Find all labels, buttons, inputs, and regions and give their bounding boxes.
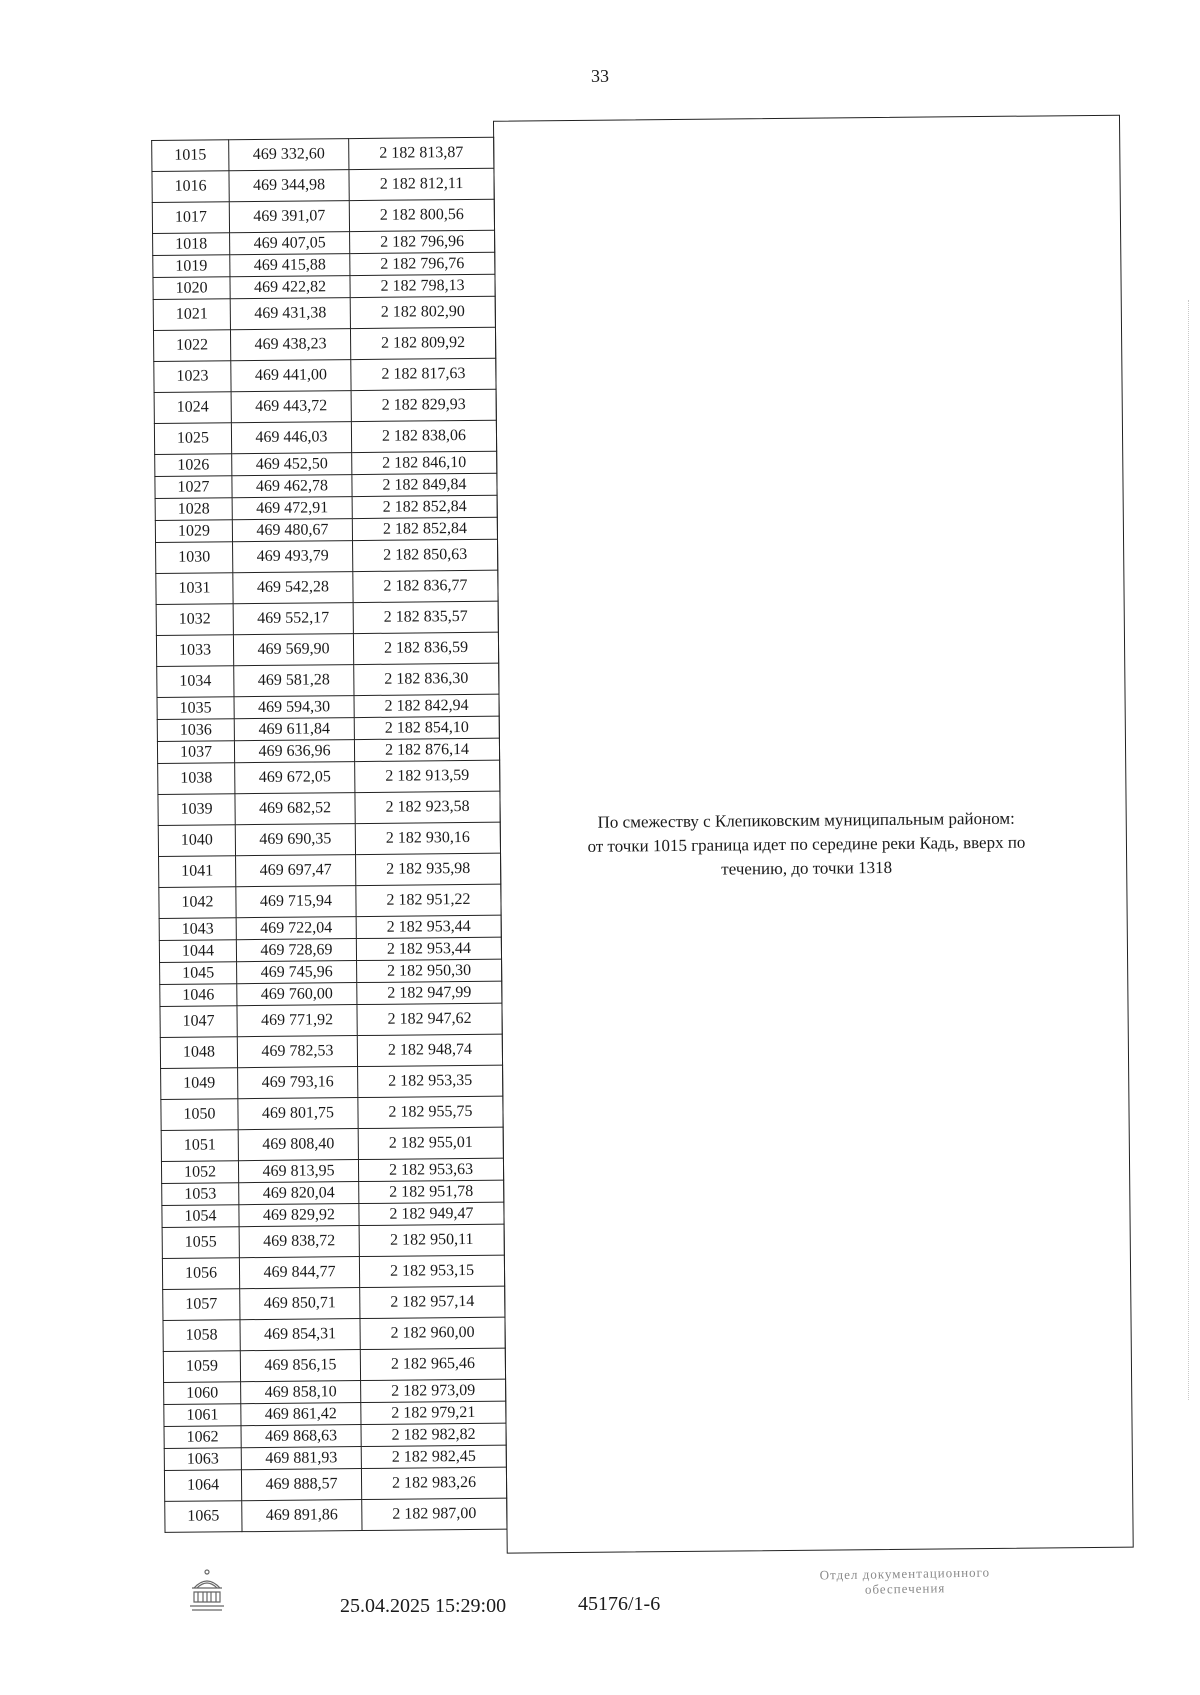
- y-coordinate-cell: 2 182 947,99: [357, 981, 502, 1004]
- point-number-cell: 1046: [160, 984, 237, 1007]
- x-coordinate-cell: 469 820,04: [239, 1182, 359, 1205]
- table-row: [155, 451, 497, 476]
- x-coordinate-cell: 469 407,05: [230, 232, 350, 255]
- y-coordinate-cell: 2 182 953,44: [356, 937, 501, 960]
- x-coordinate-cell: 469 891,86: [242, 1500, 362, 1532]
- table-row: [154, 420, 496, 454]
- table-row: [164, 1379, 506, 1404]
- emblem-icon: [186, 1568, 228, 1614]
- table-row: [157, 716, 499, 741]
- point-number-cell: 1028: [155, 498, 232, 521]
- point-number-cell: 1056: [162, 1258, 239, 1290]
- y-coordinate-cell: 2 182 798,13: [350, 274, 495, 297]
- table-row: [164, 1423, 506, 1448]
- x-coordinate-cell: 469 443,72: [231, 391, 351, 423]
- stamp-line-1: Отдел документационного: [819, 1564, 991, 1583]
- point-number-cell: 1049: [161, 1068, 238, 1100]
- y-coordinate-cell: 2 182 973,09: [361, 1379, 506, 1402]
- x-coordinate-cell: 469 431,38: [230, 298, 350, 330]
- y-coordinate-cell: 2 182 852,84: [352, 517, 497, 540]
- scan-edge-artifact: [1188, 300, 1191, 1400]
- point-number-cell: 1065: [165, 1501, 242, 1533]
- y-coordinate-cell: 2 182 987,00: [362, 1498, 507, 1530]
- x-coordinate-cell: 469 838,72: [239, 1226, 359, 1258]
- point-number-cell: 1020: [153, 277, 230, 300]
- y-coordinate-cell: 2 182 955,75: [358, 1096, 503, 1128]
- point-number-cell: 1042: [159, 887, 236, 919]
- point-number-cell: 1052: [161, 1161, 238, 1184]
- y-coordinate-cell: 2 182 947,62: [357, 1003, 502, 1035]
- table-row: [157, 663, 499, 697]
- x-coordinate-cell: 469 438,23: [230, 329, 350, 361]
- table-row: [153, 230, 495, 255]
- table-row: [156, 601, 498, 635]
- y-coordinate-cell: 2 182 957,14: [360, 1286, 505, 1318]
- y-coordinate-cell: 2 182 849,84: [352, 473, 497, 496]
- x-coordinate-cell: 469 829,92: [239, 1204, 359, 1227]
- x-coordinate-cell: 469 722,04: [236, 917, 356, 940]
- table-row: [152, 168, 494, 202]
- y-coordinate-cell: 2 182 813,87: [349, 137, 494, 169]
- x-coordinate-cell: 469 888,57: [241, 1469, 361, 1501]
- page-number: 33: [591, 66, 609, 86]
- table-row: [164, 1467, 506, 1501]
- point-number-cell: 1057: [163, 1289, 240, 1321]
- y-coordinate-cell: 2 182 953,44: [356, 915, 501, 938]
- point-number-cell: 1062: [164, 1426, 241, 1449]
- stamp-line-2: обеспечения: [864, 1580, 946, 1597]
- table-row: [159, 853, 501, 887]
- x-coordinate-cell: 469 782,53: [237, 1036, 357, 1068]
- x-coordinate-cell: 469 462,78: [232, 475, 352, 498]
- table-row: [158, 791, 500, 825]
- point-number-cell: 1027: [155, 476, 232, 499]
- point-number-cell: 1030: [156, 542, 233, 574]
- description-line-2: от точки 1015 граница идет по середине реки Кадь, вверх по: [587, 832, 1026, 856]
- y-coordinate-cell: 2 182 948,74: [357, 1034, 502, 1066]
- description-line-1: По смежеству с Клепиковским муниципальным районом:: [597, 808, 1015, 832]
- x-coordinate-cell: 469 850,71: [240, 1288, 360, 1320]
- boundary-description-cell: [493, 115, 1134, 1554]
- point-number-cell: 1038: [158, 763, 235, 795]
- point-number-cell: 1058: [163, 1320, 240, 1352]
- point-number-cell: 1048: [160, 1037, 237, 1069]
- point-number-cell: 1021: [153, 299, 230, 331]
- y-coordinate-cell: 2 182 949,47: [359, 1202, 504, 1225]
- boundary-frame: [151, 115, 1134, 1557]
- point-number-cell: 1045: [160, 962, 237, 985]
- x-coordinate-cell: 469 861,42: [241, 1403, 361, 1426]
- x-coordinate-cell: 469 594,30: [234, 696, 354, 719]
- point-number-cell: 1047: [160, 1006, 237, 1038]
- x-coordinate-cell: 469 715,94: [236, 886, 356, 918]
- y-coordinate-cell: 2 182 796,76: [350, 252, 495, 275]
- y-coordinate-cell: 2 182 836,59: [353, 632, 498, 664]
- x-coordinate-cell: 469 581,28: [234, 665, 354, 697]
- point-number-cell: 1016: [152, 171, 229, 203]
- table-row: [158, 760, 500, 794]
- x-coordinate-cell: 469 391,07: [229, 201, 349, 233]
- table-row: [163, 1317, 505, 1351]
- table-row: [161, 1065, 503, 1099]
- footer-datetime: 25.04.2025 15:29:00: [340, 1595, 507, 1617]
- y-coordinate-cell: 2 182 836,30: [354, 663, 499, 695]
- y-coordinate-cell: 2 182 983,26: [361, 1467, 506, 1499]
- point-number-cell: 1036: [157, 719, 234, 742]
- y-coordinate-cell: 2 182 817,63: [351, 358, 496, 390]
- y-coordinate-cell: 2 182 913,59: [355, 760, 500, 792]
- point-number-cell: 1026: [155, 454, 232, 477]
- point-number-cell: 1029: [155, 520, 232, 543]
- footer-document-code: 45176/1-6: [578, 1593, 661, 1615]
- y-coordinate-cell: 2 182 796,96: [350, 230, 495, 253]
- y-coordinate-cell: 2 182 960,00: [360, 1317, 505, 1349]
- point-number-cell: 1025: [154, 423, 231, 455]
- x-coordinate-cell: 469 793,16: [238, 1067, 358, 1099]
- x-coordinate-cell: 469 569,90: [233, 634, 353, 666]
- table-row: [152, 137, 494, 171]
- point-number-cell: 1034: [157, 666, 234, 698]
- table-row: [156, 539, 498, 573]
- point-number-cell: 1035: [157, 697, 234, 720]
- x-coordinate-cell: 469 808,40: [238, 1129, 358, 1161]
- x-coordinate-cell: 469 344,98: [229, 170, 349, 202]
- point-number-cell: 1059: [163, 1351, 240, 1383]
- table-row: [154, 389, 496, 423]
- x-coordinate-cell: 469 672,05: [235, 762, 355, 794]
- y-coordinate-cell: 2 182 852,84: [352, 495, 497, 518]
- table-row: [155, 517, 497, 542]
- table-row: [153, 274, 495, 299]
- point-number-cell: 1061: [164, 1404, 241, 1427]
- point-number-cell: 1051: [161, 1130, 238, 1162]
- y-coordinate-cell: 2 182 802,90: [350, 296, 495, 328]
- table-row: [161, 1127, 503, 1161]
- point-number-cell: 1053: [162, 1183, 239, 1206]
- table-row: [153, 327, 495, 361]
- x-coordinate-cell: 469 452,50: [232, 453, 352, 476]
- point-number-cell: 1033: [156, 635, 233, 667]
- point-number-cell: 1044: [159, 940, 236, 963]
- x-coordinate-cell: 469 472,91: [232, 497, 352, 520]
- x-coordinate-cell: 469 332,60: [229, 139, 349, 171]
- y-coordinate-cell: 2 182 812,11: [349, 168, 494, 200]
- y-coordinate-cell: 2 182 953,63: [358, 1158, 503, 1181]
- table-row: [152, 199, 494, 233]
- table-row: [162, 1224, 504, 1258]
- x-coordinate-cell: 469 446,03: [231, 422, 351, 454]
- y-coordinate-cell: 2 182 850,63: [353, 539, 498, 571]
- y-coordinate-cell: 2 182 951,78: [359, 1180, 504, 1203]
- y-coordinate-cell: 2 182 838,06: [351, 420, 496, 452]
- table-row: [160, 1034, 502, 1068]
- y-coordinate-cell: 2 182 935,98: [356, 853, 501, 885]
- y-coordinate-cell: 2 182 953,35: [358, 1065, 503, 1097]
- y-coordinate-cell: 2 182 951,22: [356, 884, 501, 916]
- table-row: [159, 884, 501, 918]
- point-number-cell: 1023: [154, 361, 231, 393]
- y-coordinate-cell: 2 182 846,10: [352, 451, 497, 474]
- table-row: [165, 1498, 507, 1532]
- table-row: [163, 1286, 505, 1320]
- description-line-3: течению, до точки 1318: [721, 857, 893, 879]
- y-coordinate-cell: 2 182 923,58: [355, 791, 500, 823]
- x-coordinate-cell: 469 415,88: [230, 254, 350, 277]
- table-row: [162, 1180, 504, 1205]
- coordinates-table-body: [152, 137, 507, 1532]
- y-coordinate-cell: 2 182 842,94: [354, 694, 499, 717]
- table-row: [154, 358, 496, 392]
- point-number-cell: 1039: [158, 794, 235, 826]
- point-number-cell: 1054: [162, 1205, 239, 1228]
- point-number-cell: 1022: [153, 330, 230, 362]
- point-number-cell: 1043: [159, 918, 236, 941]
- x-coordinate-cell: 469 480,67: [232, 519, 352, 542]
- y-coordinate-cell: 2 182 800,56: [349, 199, 494, 231]
- y-coordinate-cell: 2 182 829,93: [351, 389, 496, 421]
- point-number-cell: 1041: [159, 856, 236, 888]
- y-coordinate-cell: 2 182 979,21: [361, 1401, 506, 1424]
- table-row: [159, 915, 501, 940]
- table-row: [157, 694, 499, 719]
- y-coordinate-cell: 2 182 876,14: [354, 738, 499, 761]
- y-coordinate-cell: 2 182 955,01: [358, 1127, 503, 1159]
- point-number-cell: 1064: [164, 1470, 241, 1502]
- x-coordinate-cell: 469 881,93: [241, 1447, 361, 1470]
- x-coordinate-cell: 469 728,69: [236, 939, 356, 962]
- table-row: [161, 1096, 503, 1130]
- x-coordinate-cell: 469 858,10: [241, 1381, 361, 1404]
- table-row: [160, 981, 502, 1006]
- x-coordinate-cell: 469 813,95: [238, 1160, 358, 1183]
- boundary-description: [517, 806, 1097, 884]
- x-coordinate-cell: 469 771,92: [237, 1005, 357, 1037]
- x-coordinate-cell: 469 801,75: [238, 1098, 358, 1130]
- x-coordinate-cell: 469 682,52: [235, 793, 355, 825]
- x-coordinate-cell: 469 844,77: [239, 1257, 359, 1289]
- point-number-cell: 1055: [162, 1227, 239, 1259]
- y-coordinate-cell: 2 182 950,30: [357, 959, 502, 982]
- point-number-cell: 1060: [164, 1382, 241, 1405]
- table-row: [163, 1348, 505, 1382]
- x-coordinate-cell: 469 690,35: [235, 824, 355, 856]
- coordinates-table: [151, 137, 507, 1533]
- table-row: [157, 738, 499, 763]
- x-coordinate-cell: 469 636,96: [234, 740, 354, 763]
- point-number-cell: 1031: [156, 573, 233, 605]
- point-number-cell: 1032: [156, 604, 233, 636]
- point-number-cell: 1018: [153, 233, 230, 256]
- point-number-cell: 1015: [152, 140, 229, 172]
- y-coordinate-cell: 2 182 982,82: [361, 1423, 506, 1446]
- x-coordinate-cell: 469 856,15: [240, 1350, 360, 1382]
- table-row: [153, 296, 495, 330]
- x-coordinate-cell: 469 552,17: [233, 603, 353, 635]
- department-stamp: [755, 1563, 1055, 1598]
- y-coordinate-cell: 2 182 809,92: [350, 327, 495, 359]
- y-coordinate-cell: 2 182 950,11: [359, 1224, 504, 1256]
- table-row: [160, 1003, 502, 1037]
- x-coordinate-cell: 469 760,00: [237, 983, 357, 1006]
- x-coordinate-cell: 469 868,63: [241, 1425, 361, 1448]
- table-row: [156, 570, 498, 604]
- y-coordinate-cell: 2 182 836,77: [353, 570, 498, 602]
- x-coordinate-cell: 469 493,79: [233, 541, 353, 573]
- y-coordinate-cell: 2 182 982,45: [361, 1445, 506, 1468]
- table-row: [160, 959, 502, 984]
- y-coordinate-cell: 2 182 953,15: [359, 1255, 504, 1287]
- table-row: [162, 1255, 504, 1289]
- table-row: [161, 1158, 503, 1183]
- y-coordinate-cell: 2 182 854,10: [354, 716, 499, 739]
- table-row: [153, 252, 495, 277]
- x-coordinate-cell: 469 854,31: [240, 1319, 360, 1351]
- y-coordinate-cell: 2 182 835,57: [353, 601, 498, 633]
- table-row: [155, 495, 497, 520]
- point-number-cell: 1040: [158, 825, 235, 857]
- y-coordinate-cell: 2 182 965,46: [360, 1348, 505, 1380]
- point-number-cell: 1050: [161, 1099, 238, 1131]
- x-coordinate-cell: 469 422,82: [230, 276, 350, 299]
- point-number-cell: 1024: [154, 392, 231, 424]
- table-row: [164, 1401, 506, 1426]
- x-coordinate-cell: 469 745,96: [237, 961, 357, 984]
- table-row: [162, 1202, 504, 1227]
- table-row: [159, 937, 501, 962]
- x-coordinate-cell: 469 441,00: [231, 360, 351, 392]
- point-number-cell: 1017: [152, 202, 229, 234]
- table-row: [158, 822, 500, 856]
- point-number-cell: 1019: [153, 255, 230, 278]
- table-row: [156, 632, 498, 666]
- table-row: [155, 473, 497, 498]
- point-number-cell: 1063: [164, 1448, 241, 1471]
- y-coordinate-cell: 2 182 930,16: [355, 822, 500, 854]
- x-coordinate-cell: 469 611,84: [234, 718, 354, 741]
- table-row: [164, 1445, 506, 1470]
- x-coordinate-cell: 469 697,47: [236, 855, 356, 887]
- point-number-cell: 1037: [157, 741, 234, 764]
- x-coordinate-cell: 469 542,28: [233, 572, 353, 604]
